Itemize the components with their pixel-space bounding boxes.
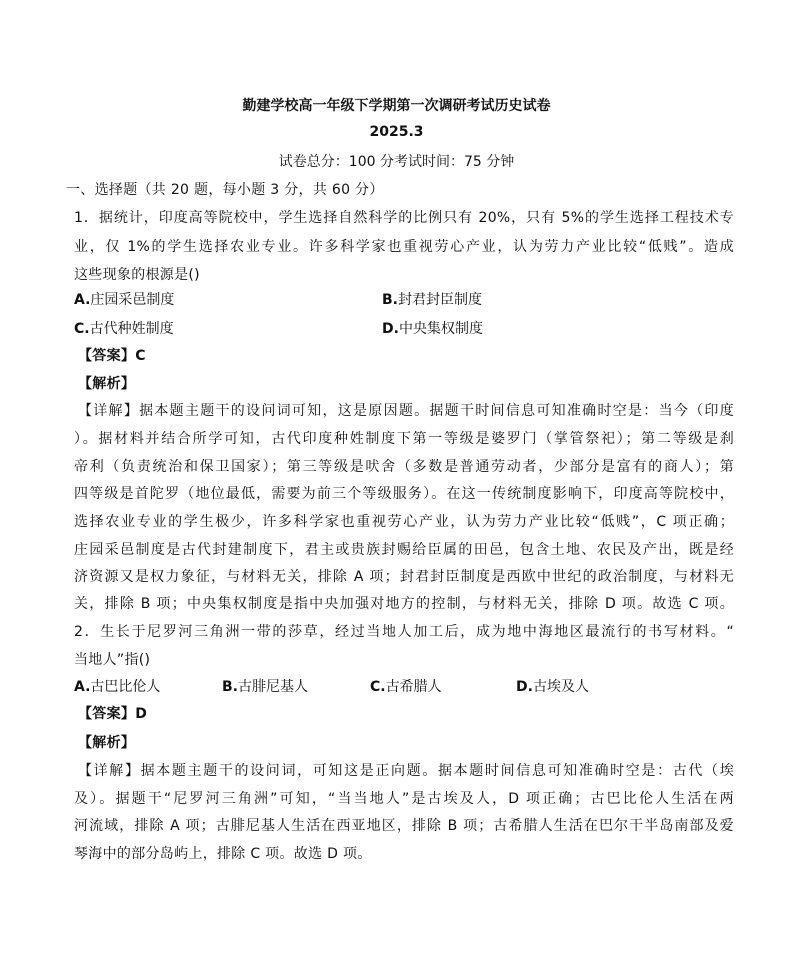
q1-detail-line-8: 关，排除 B 项；中央集权制度是指中央加强对地方的控制，与材料无关，排除 D 项。故选 C 项。 — [74, 596, 734, 612]
q1-stem-line-2: 业，仅 1%的学生选择农业专业。许多科学家也重视劳心产业，认为劳力产业比较“低贱”。造成 — [74, 239, 734, 255]
q1-stem-line-3: 这些现象的根源是() — [74, 267, 200, 283]
q1-answer: 【答案】C — [78, 348, 146, 364]
q2-detail-line-1: 【详解】据本题主题干的设问词，可知这是正向题。据本题时间信息可知准确时空是：古代（埃 — [78, 763, 734, 779]
q1-detail-line-7: 济资源又是权力象征，与材料无关，排除 A 项；封君封臣制度是西欧中世纪的政治制度，与材料无 — [74, 569, 734, 585]
q1-detail-line-5: 选择农业专业的学生极少，许多科学家也重视劳心产业，认为劳力产业比较“低贱”，C 项正确； — [74, 514, 734, 530]
q2-stem-line-1: 2．生长于尼罗河三角洲一带的莎草，经过当地人加工后，成为地中海地区最流行的书写材料。“ — [74, 624, 734, 640]
q1-analysis-label: 【解析】 — [78, 376, 136, 392]
q2-option-c: C.古希腊人 — [370, 679, 442, 695]
q1-detail-line-3: 帝利（负责统治和保卫国家）；第三等级是吠舍（多数是普通劳动者，少部分是富有的商人）；第 — [74, 459, 734, 475]
q1-option-d: D.中央集权制度 — [382, 321, 483, 337]
q1-option-c: C.古代种姓制度 — [74, 321, 174, 337]
q1-detail-line-4: 四等级是首陀罗（地位最低，需要为前三个等级服务）。在这一传统制度影响下，印度高等院校中， — [74, 486, 734, 502]
q2-option-d: D.古埃及人 — [516, 679, 589, 695]
exam-title: 勤建学校高一年级下学期第一次调研考试历史试卷 — [242, 98, 551, 114]
q2-option-b: B.古腓尼基人 — [222, 679, 308, 695]
exam-date: 2025.3 — [369, 124, 424, 140]
q2-answer: 【答案】D — [78, 706, 148, 722]
section-heading: 一、选择题（共 20 题，每小题 3 分，共 60 分） — [66, 182, 384, 198]
q1-detail-line-2: ）。据材料并结合所学可知，古代印度种姓制度下第一等级是婆罗门（掌管祭祀）；第二等级是刹 — [74, 431, 734, 447]
q1-detail-line-1: 【详解】据本题主题干的设问词可知，这是原因题。据题干时间信息可知准确时空是：当今（印度 — [78, 403, 734, 419]
q1-detail-line-6: 庄园采邑制度是古代封建制度下，君主或贵族封赐给臣属的田邑，包含土地、农民及产出，既是经 — [74, 542, 734, 558]
q2-detail-line-2: 及）。据题干“尼罗河三角洲”可知，“当当地人”是古埃及人，D 项正确；古巴比伦人生活在两 — [74, 791, 734, 807]
q1-option-b: B.封君封臣制度 — [382, 292, 482, 308]
q2-detail-line-4: 琴海中的部分岛屿上，排除 C 项。故选 D 项。 — [74, 846, 372, 862]
q2-stem-line-2: 当地人”指() — [74, 652, 151, 668]
q2-analysis-label: 【解析】 — [78, 735, 136, 751]
q2-detail-line-3: 河流域，排除 A 项；古腓尼基人生活在西亚地区，排除 B 项；古希腊人生活在巴尔干半岛南部及爱 — [74, 818, 734, 834]
q1-stem-line-1: 1．据统计，印度高等院校中，学生选择自然科学的比例只有 20%，只有 5%的学生选择工程技术专 — [74, 210, 734, 226]
exam-meta: 试卷总分：100 分考试时间：75 分钟 — [278, 154, 515, 170]
q1-option-a: A.庄园采邑制度 — [74, 292, 175, 308]
q2-option-a: A.古巴比伦人 — [74, 679, 161, 695]
